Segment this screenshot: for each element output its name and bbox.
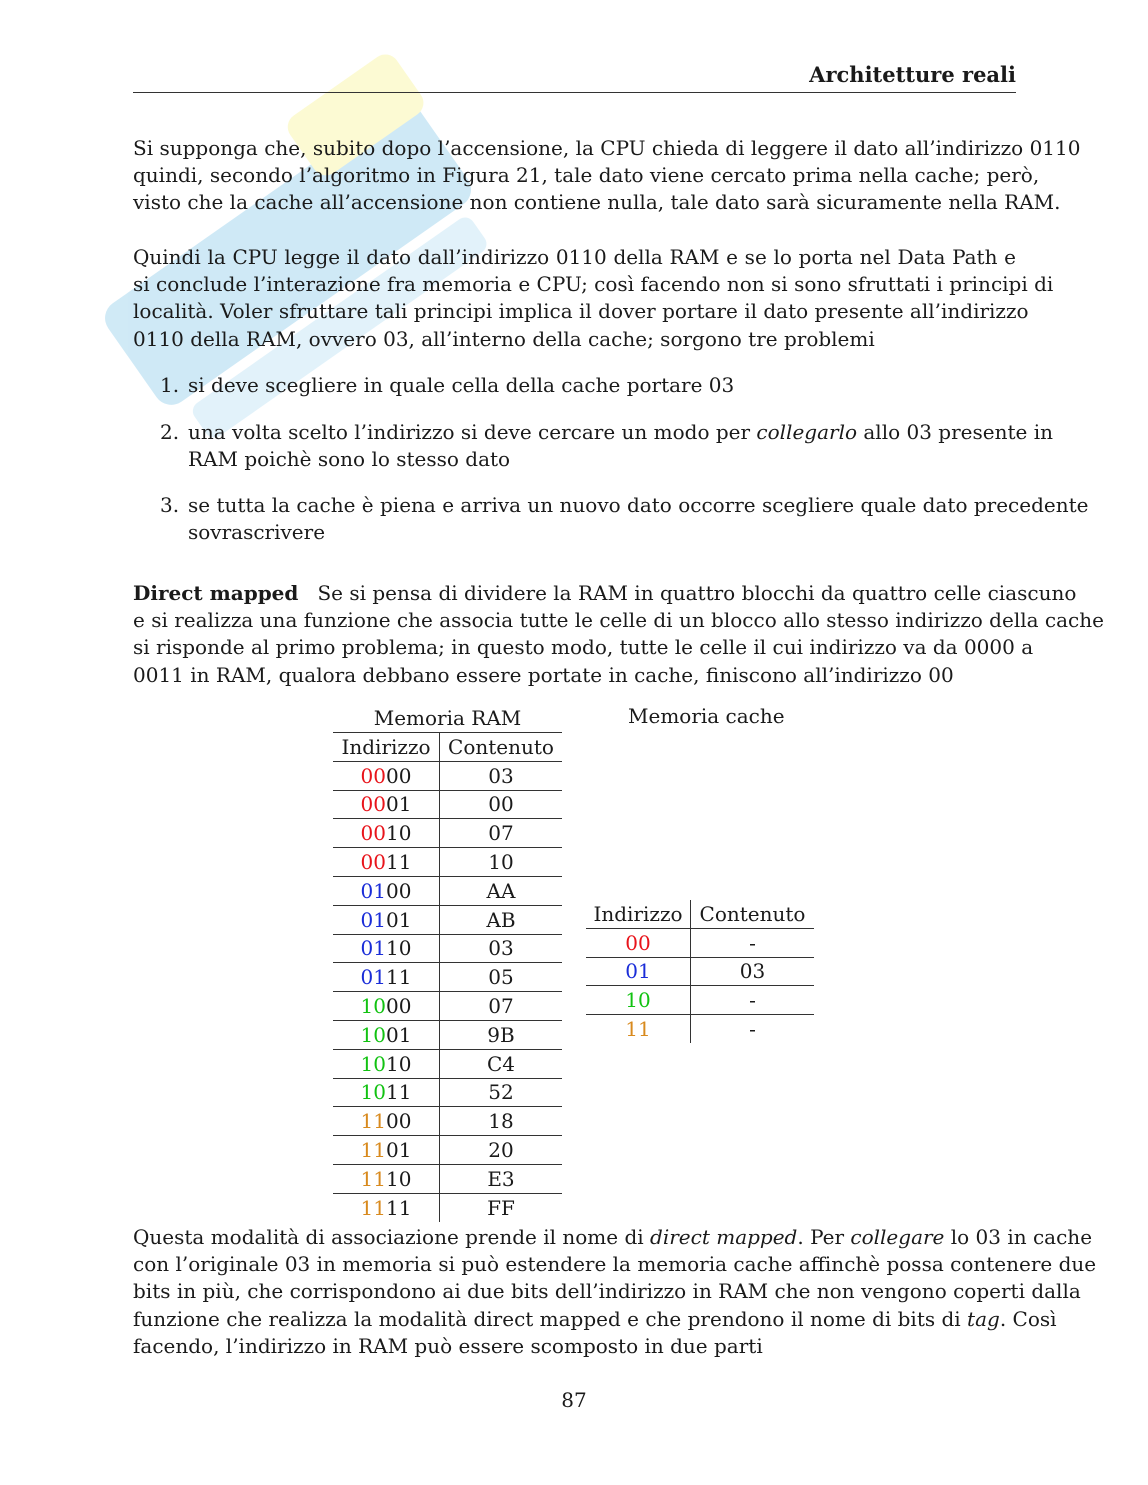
text-line: visto che la cache all’accensione non contiene nulla, tale dato sarà sicuramente nella RAM.	[133, 190, 1061, 215]
column-header: Indirizzo	[586, 900, 691, 928]
address-block-bits: 01	[360, 936, 386, 961]
text-line: quindi, secondo l’algoritmo in Figura 21, tale dato viene cercato prima nella cache; però,	[133, 163, 1040, 188]
table-row	[586, 957, 814, 986]
address-block-bits: 00	[360, 821, 386, 846]
paragraph-direct-mapped	[133, 580, 1104, 689]
column-header: Contenuto	[440, 733, 563, 762]
text-line: facendo, l’indirizzo in RAM può essere scomposto in due parti	[133, 1333, 763, 1358]
address-block-bits: 01	[360, 907, 386, 932]
table-row	[333, 1136, 562, 1165]
text-line	[133, 1224, 1093, 1251]
text-line: se tutta la cache è piena e arriva un nuovo dato occorre scegliere quale dato precedente	[188, 493, 1089, 517]
table-row	[333, 1078, 562, 1107]
ram-address-cell	[333, 1020, 440, 1049]
cache-address-cell: 00	[586, 928, 691, 957]
ram-address-cell	[333, 876, 440, 905]
address-block-bits: 10	[360, 1051, 386, 1076]
text-segment: . Per	[797, 1225, 851, 1249]
paragraph-locality	[133, 244, 1054, 353]
text-line	[133, 1306, 1057, 1333]
ram-content-cell: 05	[440, 963, 563, 992]
address-block-bits: 11	[360, 1138, 386, 1163]
text-segment: lo 03 in cache	[944, 1225, 1093, 1249]
table-row	[333, 905, 562, 934]
address-block-bits: 11	[360, 1195, 386, 1220]
cache-content-cell: -	[691, 986, 815, 1015]
list-number: 2.	[160, 420, 180, 444]
table-row	[333, 963, 562, 992]
address-block-bits: 01	[360, 965, 386, 990]
text-line	[188, 419, 1053, 446]
table-row	[333, 819, 562, 848]
table-row	[333, 1107, 562, 1136]
emphasis-text: collegarlo	[756, 420, 858, 444]
address-block-bits: 11	[360, 1109, 386, 1134]
page-number: 87	[561, 1388, 587, 1412]
ram-content-cell: C4	[440, 1049, 563, 1078]
table-row	[333, 848, 562, 877]
address-block-bits: 11	[360, 1166, 386, 1191]
address-offset-bits: 01	[386, 1138, 412, 1163]
text-line: Quindi la CPU legge il dato dall’indirizzo 0110 della RAM e se lo porta nel Data Path e	[133, 245, 1016, 269]
address-offset-bits: 11	[386, 1080, 412, 1105]
ram-address-cell	[333, 761, 440, 790]
text-line: 0110 della RAM, ovvero 03, all’interno della cache; sorgono tre problemi	[133, 326, 875, 351]
ram-table	[333, 704, 562, 1222]
address-offset-bits: 01	[386, 792, 412, 817]
cache-address-cell: 11	[586, 1015, 691, 1043]
address-block-bits: 10	[360, 1080, 386, 1105]
ram-content-cell: FF	[440, 1193, 563, 1221]
ram-content-cell: 20	[440, 1136, 563, 1165]
ram-address-cell	[333, 1164, 440, 1193]
paragraph-intro	[133, 135, 1081, 217]
text-line: si conclude l’interazione fra memoria e CPU; così facendo non si sono sfruttati i principi di	[133, 272, 1054, 297]
text-line: RAM poichè sono lo stesso dato	[188, 447, 511, 472]
address-block-bits: 10	[360, 1022, 386, 1047]
table-row	[333, 790, 562, 819]
table-row	[333, 761, 562, 790]
address-block-bits: 01	[360, 878, 386, 903]
address-block-bits: 00	[360, 792, 386, 817]
text-line: si risponde al primo problema; in questo modo, tutte le celle il cui indirizzo va da 0000 a	[133, 635, 1034, 660]
ram-content-cell: 07	[440, 992, 563, 1021]
text-line: sovrascrivere	[188, 520, 326, 545]
cache-table	[586, 900, 814, 1043]
column-header: Contenuto	[699, 901, 806, 926]
table-row	[333, 876, 562, 905]
ram-content-cell: 07	[440, 819, 563, 848]
ram-content-cell: 03	[440, 934, 563, 963]
address-block-bits: 10	[360, 994, 386, 1019]
ram-content-cell: 18	[440, 1107, 563, 1136]
ram-address-cell	[333, 934, 440, 963]
ram-address-cell	[333, 790, 440, 819]
ram-address-cell	[333, 1078, 440, 1107]
table-row	[586, 1015, 814, 1043]
text-segment: Se si pensa di dividere la RAM in quattro blocchi da quattro celle ciascuno	[317, 581, 1077, 605]
table-row	[333, 1020, 562, 1049]
ram-address-cell	[333, 1049, 440, 1078]
ram-address-cell	[333, 1136, 440, 1165]
text-line: località. Voler sfruttare tali principi implica il dover portare il dato presente all’indirizzo	[133, 299, 1029, 324]
list-number: 1.	[160, 373, 180, 397]
text-segment: Questa modalità di associazione prende il nome di	[133, 1225, 651, 1249]
text-line: 0011 in RAM, qualora debbano essere portate in cache, finiscono all’indirizzo 00	[133, 662, 954, 687]
address-offset-bits: 10	[386, 1051, 412, 1076]
address-offset-bits: 01	[386, 907, 412, 932]
address-block-bits: 00	[360, 850, 386, 875]
address-offset-bits: 10	[386, 1166, 412, 1191]
emphasis-text: tag	[967, 1306, 1000, 1331]
ram-content-cell: 52	[440, 1078, 563, 1107]
emphasis-text: direct mapped	[650, 1225, 798, 1249]
table-row	[333, 934, 562, 963]
ram-address-cell	[333, 905, 440, 934]
ram-content-cell: 03	[440, 761, 563, 790]
ram-address-cell	[333, 1107, 440, 1136]
cache-content-cell: -	[691, 1015, 815, 1043]
address-offset-bits: 11	[386, 965, 412, 990]
text-line: Si supponga che, subito dopo l’accensione, la CPU chieda di leggere il dato all’indirizzo 0110	[133, 136, 1081, 160]
address-offset-bits: 00	[386, 994, 412, 1019]
ram-content-cell: E3	[440, 1164, 563, 1193]
table-row	[333, 1193, 562, 1221]
text-segment: allo 03 presente in	[857, 420, 1053, 444]
ram-content-cell: AB	[440, 905, 563, 934]
emphasis-text: collegare	[850, 1225, 945, 1249]
ram-content-cell: 10	[440, 848, 563, 877]
table-row	[333, 992, 562, 1021]
paragraph-tag-bits	[133, 1224, 1097, 1360]
text-line: si deve scegliere in quale cella della cache portare 03	[188, 373, 735, 397]
text-line	[133, 580, 1077, 607]
address-offset-bits: 11	[386, 1195, 412, 1220]
ram-content-cell: AA	[440, 876, 563, 905]
address-offset-bits: 01	[386, 1022, 412, 1047]
page-header	[133, 60, 1016, 93]
address-offset-bits: 10	[386, 936, 412, 961]
table-row	[333, 1049, 562, 1078]
ram-address-cell	[333, 963, 440, 992]
text-segment: funzione che realizza la modalità direct mapped e che prendono il nome di bits di	[133, 1306, 968, 1331]
cache-table-caption: Memoria cache	[628, 704, 785, 728]
address-block-bits: 00	[360, 763, 386, 788]
table-row	[333, 1164, 562, 1193]
text-segment: . Così	[999, 1306, 1057, 1331]
ram-address-cell	[333, 992, 440, 1021]
ram-content-cell: 00	[440, 790, 563, 819]
ram-table-caption: Memoria RAM	[373, 706, 522, 730]
chapter-title: Architetture reali	[809, 62, 1016, 87]
paragraph-heading: Direct mapped	[133, 581, 299, 605]
ram-content-cell: 9B	[440, 1020, 563, 1049]
address-offset-bits: 00	[386, 1109, 412, 1134]
cache-address-cell: 01	[586, 957, 691, 986]
cache-content-cell: 03	[691, 957, 815, 986]
address-offset-bits: 11	[386, 850, 412, 875]
address-offset-bits: 10	[386, 821, 412, 846]
table-row	[586, 986, 814, 1015]
text-line: e si realizza una funzione che associa tutte le celle di un blocco allo stesso indirizzo della cache	[133, 608, 1104, 633]
ram-address-cell	[333, 848, 440, 877]
cache-content-cell: -	[691, 928, 815, 957]
cache-address-cell: 10	[586, 986, 691, 1015]
text-segment: una volta scelto l’indirizzo si deve cercare un modo per	[188, 420, 757, 444]
text-line: con l’originale 03 in memoria si può estendere la memoria cache affinchè possa contenere due	[133, 1252, 1097, 1277]
text-line: bits in più, che corrispondono ai due bits dell’indirizzo in RAM che non vengono coperti dalla	[133, 1279, 1081, 1304]
table-row	[586, 928, 814, 957]
list-number: 3.	[160, 493, 180, 517]
address-offset-bits: 00	[386, 763, 412, 788]
column-header: Indirizzo	[333, 733, 440, 762]
ram-address-cell	[333, 819, 440, 848]
address-offset-bits: 00	[386, 878, 412, 903]
ram-address-cell	[333, 1193, 440, 1221]
